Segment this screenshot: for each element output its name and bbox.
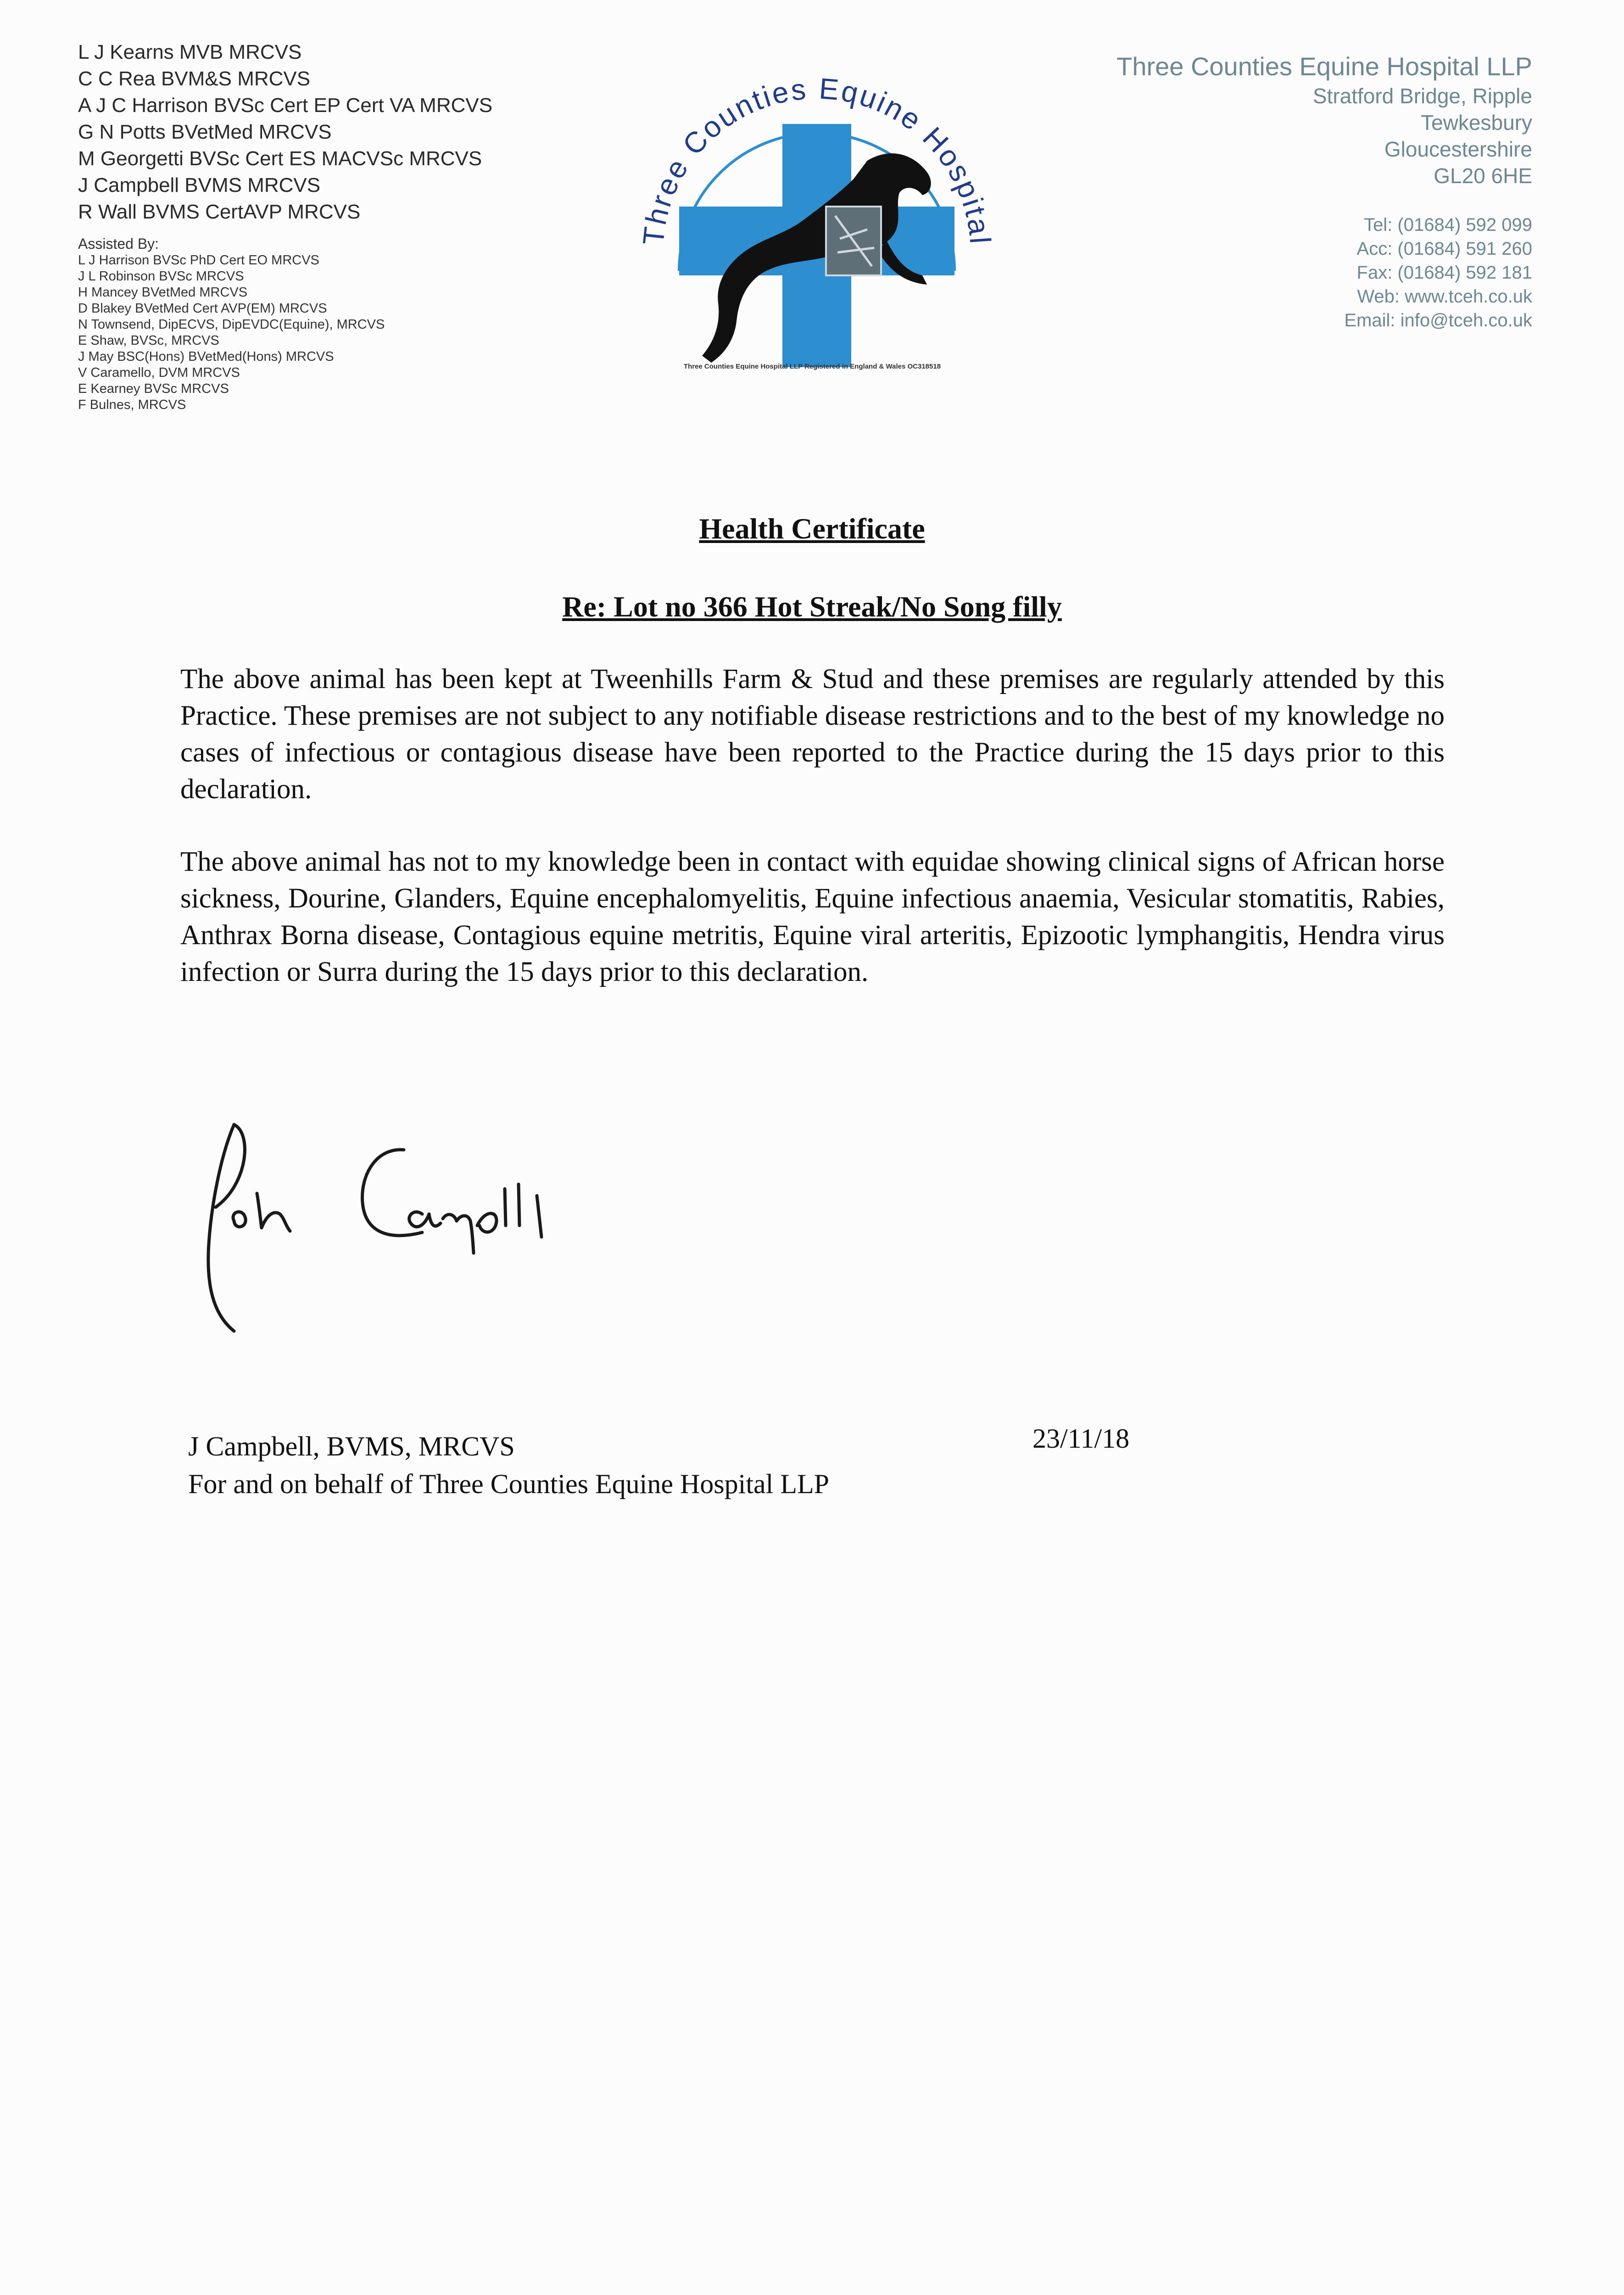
handwritten-signature	[184, 1115, 569, 1336]
xray-icon	[826, 207, 881, 275]
assistant-name: J May BSC(Hons) BVetMed(Hons) MRCVS	[78, 349, 334, 364]
partner-name: A J C Harrison BVSc Cert EP Cert VA MRCVS	[78, 94, 493, 117]
assistant-name: N Townsend, DipECVS, DipEVDC(Equine), MRCVS	[78, 317, 385, 332]
partner-name: G N Potts BVetMed MRCVS	[78, 121, 332, 143]
assistant-name: E Shaw, BVSc, MRCVS	[78, 333, 219, 348]
assistant-name: D Blakey BVetMed Cert AVP(EM) MRCVS	[78, 301, 327, 316]
address-line: Stratford Bridge, Ripple	[1312, 84, 1532, 108]
assistant-list	[78, 252, 583, 413]
senior-partners	[78, 39, 583, 225]
address-line: Gloucestershire	[1384, 137, 1532, 161]
hospital-logo	[610, 55, 1023, 386]
paragraph: The above animal has not to my knowledge been in contact with equidae showing clinical signs of African horse sickness, Dourine, Glanders, Equine encephalomyelitis, Equine infectious anaemia, Vesicular stomatitis, Rabies, Anthrax Borna disease, Contagious equine metritis, Equine viral arteritis, Epizootic lymphangitis, Hendra virus infection or Surra during the 15 days prior to this declaration.	[180, 846, 1445, 987]
paragraph: The above animal has been kept at Tweenhills Farm & Stud and these premises are regularly attended by this Practice. These premises are not subject to any notifiable disease restrictions and to the best of my knowledge no cases of infectious or contagious disease have been reported to the Practice during the 15 days prior to this declaration.	[180, 664, 1445, 805]
contact-line: Fax: (01684) 592 181	[1356, 263, 1532, 283]
assistant-name: J L Robinson BVSc MRCVS	[78, 269, 244, 284]
assistant-name: H Mancey BVetMed MRCVS	[78, 285, 248, 300]
contact-line: Email: info@tceh.co.uk	[1344, 310, 1532, 330]
on-behalf-line: For and on behalf of Three Counties Equine Hospital LLP	[188, 1469, 829, 1499]
logo-registration: Three Counties Equine Hospital LLP Registered in England & Wales OC318518	[683, 363, 941, 370]
partner-name: L J Kearns MVB MRCVS	[78, 41, 302, 63]
assistant-name: L J Harrison BVSc PhD Cert EO MRCVS	[78, 253, 319, 268]
partner-name: M Georgetti BVSc Cert ES MACVSc MRCVS	[78, 147, 482, 170]
partner-name: J Campbell BVMS MRCVS	[78, 174, 321, 196]
signatory-block	[188, 1427, 829, 1503]
assistant-name: E Kearney BVSc MRCVS	[78, 381, 229, 396]
address-block	[1116, 50, 1532, 332]
assistant-name: F Bulnes, MRCVS	[78, 397, 186, 412]
partner-name: C C Rea BVM&S MRCVS	[78, 67, 311, 90]
document-subject: Re: Lot no 366 Hot Streak/No Song filly	[562, 590, 1062, 623]
address-line: GL20 6HE	[1434, 164, 1532, 188]
contact-line: Acc: (01684) 591 260	[1356, 239, 1532, 259]
hospital-name: Three Counties Equine Hospital LLP	[1116, 52, 1532, 81]
partner-name: R Wall BVMS CertAVP MRCVS	[78, 201, 361, 223]
address-spacer	[1116, 189, 1532, 213]
document-title: Health Certificate	[699, 512, 925, 545]
logo-text: Three Counties Equine Hospital	[636, 72, 997, 247]
document-date: 23/11/18	[1032, 1423, 1130, 1454]
assisted-by-label: Assisted By:	[78, 235, 159, 252]
contact-line: Web: www.tceh.co.uk	[1357, 286, 1532, 307]
assistant-name: V Caramello, DVM MRCVS	[78, 365, 240, 380]
address-line: Tewkesbury	[1421, 111, 1532, 134]
contact-line: Tel: (01684) 592 099	[1364, 215, 1532, 235]
signatory-name: J Campbell, BVMS, MRCVS	[188, 1431, 515, 1461]
partner-list	[78, 39, 583, 413]
